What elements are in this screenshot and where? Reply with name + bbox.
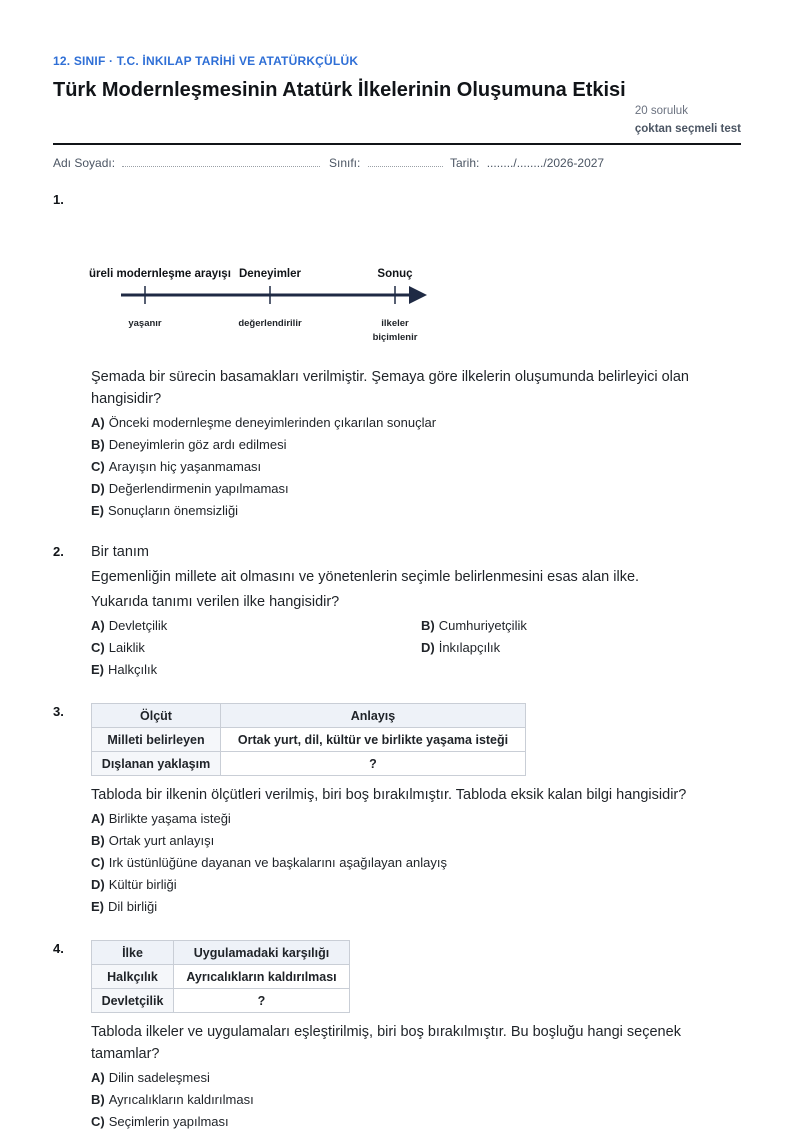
table-row-label: Devletçilik — [92, 989, 174, 1013]
table-header-row — [92, 941, 350, 965]
principle-table — [91, 940, 350, 1013]
table-row — [92, 728, 526, 752]
table-row — [92, 989, 350, 1013]
question-definition: Egemenliğin millete ait olmasını ve yönetenlerin seçimle belirlenmesini esas alan ilke. — [91, 569, 640, 585]
answer-option-a[interactable]: A) Birlikte yaşama isteği — [91, 811, 231, 826]
class-label: Sınıfı: — [329, 156, 361, 170]
process-timeline-diagram — [89, 255, 449, 347]
timeline-step-3-caption: ilkeler — [381, 318, 409, 329]
table-header-row — [92, 704, 526, 728]
timeline-arrowhead — [409, 286, 427, 304]
timeline-step-3-caption-line2: biçimlenir — [372, 332, 418, 343]
question-number: 4. — [53, 941, 64, 956]
table-cell-blank: ? — [221, 752, 526, 776]
table-cell: Ayrıcalıkların kaldırılması — [174, 965, 350, 989]
question-number: 3. — [53, 704, 64, 719]
criteria-table — [91, 703, 526, 776]
answer-option-e[interactable]: E) Sonuçların önemsizliği — [91, 503, 239, 518]
question-number: 1. — [53, 192, 64, 207]
timeline-step-1-title: üreli modernleşme arayışı — [89, 268, 231, 280]
question-lead: Bir tanım — [91, 544, 150, 560]
table-row — [92, 965, 350, 989]
question-text: Şemada bir sürecin basamakları verilmiştir. Şemaya göre ilkelerin oluşumunda belirleyici olan hangisidir? — [91, 369, 689, 407]
page-title: Türk Modernleşmesinin Atatürk İlkelerinin Oluşumuna Etkisi — [53, 79, 626, 101]
question-text: Yukarıda tanımı verilen ilke hangisidir? — [91, 594, 340, 610]
course-kicker: 12. SINIF · T.C. İNKILAP TARİHİ VE ATATÜRKÇÜLÜK — [53, 54, 359, 68]
date-label: Tarih: — [450, 156, 480, 170]
answer-option-a[interactable]: A) Devletçilik — [91, 618, 168, 633]
answer-option-c[interactable]: C) Laiklik — [91, 640, 145, 655]
answer-option-b[interactable]: B) Ortak yurt anlayışı — [91, 833, 215, 848]
table-row-label: Dışlanan yaklaşım — [92, 752, 221, 776]
answer-option-d[interactable]: D) Değerlendirmenin yapılmaması — [91, 481, 289, 496]
answer-option-d[interactable]: D) Kültür birliği — [91, 877, 177, 892]
question-text: Tabloda bir ilkenin ölçütleri verilmiş, biri boş bırakılmıştır. Tabloda eksik kalan bilgi hangisidir? — [91, 787, 687, 803]
test-meta — [635, 102, 741, 138]
table-cell: Ortak yurt, dil, kültür ve birlikte yaşama isteği — [221, 728, 526, 752]
table-row-label: Milleti belirleyen — [92, 728, 221, 752]
name-field[interactable] — [122, 156, 320, 167]
answer-option-a[interactable]: A) Önceki modernleşme deneyimlerinden çıkarılan sonuçlar — [91, 415, 437, 430]
table-cell-blank: ? — [174, 989, 350, 1013]
table-header-cell: Ölçüt — [92, 704, 221, 728]
answer-option-a[interactable]: A) Dilin sadeleşmesi — [91, 1070, 210, 1085]
answer-option-d[interactable]: D) İnkılapçılık — [421, 640, 501, 655]
table-row — [92, 752, 526, 776]
date-field[interactable]: ......../......../2026-2027 — [486, 156, 605, 170]
table-row-label: Halkçılık — [92, 965, 174, 989]
table-header-cell: Anlayış — [221, 704, 526, 728]
answer-option-c[interactable]: C) Arayışın hiç yaşanmaması — [91, 459, 262, 474]
class-field[interactable] — [368, 156, 443, 167]
answer-option-e[interactable]: E) Dil birliği — [91, 899, 158, 914]
test-type: çoktan seçmeli test — [634, 123, 741, 135]
answer-option-e[interactable]: E) Halkçılık — [91, 662, 158, 677]
answer-option-c[interactable]: C) Seçimlerin yapılması — [91, 1114, 229, 1129]
table-header-cell: Uygulamadaki karşılığı — [174, 941, 350, 965]
table-header-cell: İlke — [92, 941, 174, 965]
question-number: 2. — [53, 544, 64, 559]
answer-option-b[interactable]: B) Cumhuriyetçilik — [421, 618, 527, 633]
answer-option-c[interactable]: C) Irk üstünlüğüne dayanan ve başkalarını aşağılayan anlayış — [91, 855, 447, 870]
timeline-step-2-caption: değerlendirilir — [238, 318, 302, 329]
name-label: Adı Soyadı: — [53, 156, 116, 170]
question-text: Tabloda ilkeler ve uygulamaları eşleştirilmiş, biri boş bırakılmıştır. Bu boşluğu hangi seçenek tamamlar? — [91, 1024, 681, 1062]
timeline-step-1-caption: yaşanır — [128, 318, 162, 329]
answer-option-b[interactable]: B) Deneyimlerin göz ardı edilmesi — [91, 437, 287, 452]
answer-option-b[interactable]: B) Ayrıcalıkların kaldırılması — [91, 1092, 254, 1107]
header-divider — [53, 143, 741, 145]
timeline-step-3-title: Sonuç — [377, 268, 413, 280]
timeline-step-2-title: Deneyimler — [238, 268, 302, 280]
question-count: 20 soruluk — [634, 105, 688, 117]
